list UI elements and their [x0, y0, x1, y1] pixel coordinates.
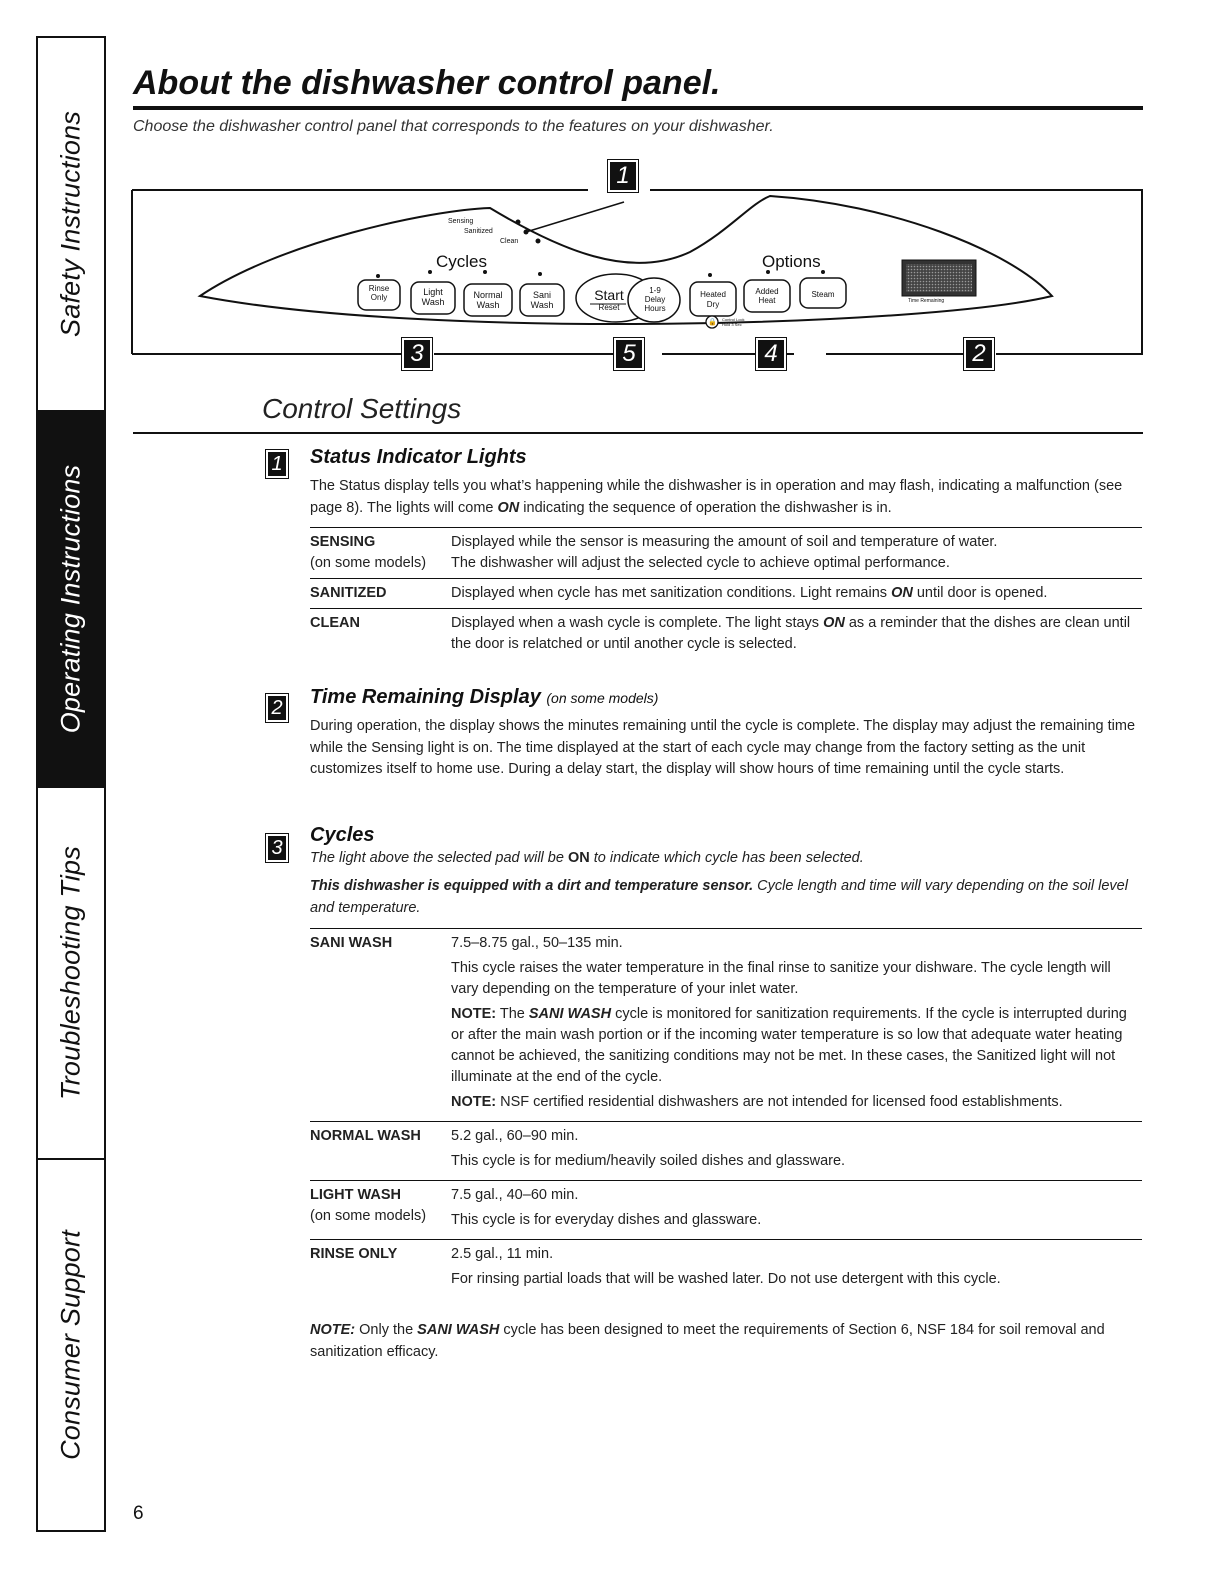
- text: The Status display tells you what’s happening while the dishwasher is in operation and may flash, indicating a malfunction (see page 8). The lights will come: [310, 478, 1123, 516]
- button-text: Heated: [700, 290, 726, 299]
- cycles-table: [310, 928, 1142, 1298]
- page-title: About the dishwasher control panel.: [133, 64, 721, 102]
- button-text: Delay: [644, 295, 666, 304]
- sani-wash-note: [310, 1320, 1140, 1363]
- time-remaining-body: During operation, the display shows the minutes remaining until the cycle is complete. The display may adjust the remaining time while the Sensing light is on. The time displayed at the start of each cycle may change from the factory setting as the unit customizes itself to home use. During a delay start, the display will show hours of time remaining until the cycle starts.: [310, 718, 1136, 777]
- button-text: 1-9: [649, 286, 661, 295]
- callout-2: 2: [964, 338, 994, 370]
- sani-wash-button[interactable]: [520, 290, 564, 310]
- button-text: Rinse: [368, 284, 390, 293]
- status-light-label: Sensing: [448, 218, 474, 225]
- heading-note: (on some models): [546, 690, 659, 706]
- term-sub: (on some models): [310, 1208, 427, 1224]
- side-navigation-tabs: [36, 36, 106, 1532]
- lock-text: Control Lock: [722, 317, 745, 322]
- text: cycle has been designed to meet the requirements of Section 6, NSF 184 for soil removal and sanitization efficacy.: [310, 1322, 1105, 1360]
- lock-subtext: Hold 3 Sec: [722, 322, 742, 327]
- row-term: [310, 1185, 426, 1227]
- table-row: [310, 1239, 1142, 1298]
- note-label: NOTE:: [451, 1094, 497, 1110]
- desc-text: until door is opened.: [912, 585, 1048, 601]
- row-desc: [451, 1240, 1142, 1298]
- tab-label: Safety Instructions: [55, 111, 86, 337]
- row-desc: [451, 579, 1142, 608]
- cycle-note: [451, 1004, 1142, 1088]
- button-text: Heat: [758, 296, 776, 305]
- note-label: NOTE:: [310, 1322, 356, 1338]
- cycle-desc: This cycle is for everyday dishes and glassware.: [451, 1212, 762, 1228]
- table-row: [310, 578, 1142, 608]
- term-text: SENSING: [310, 534, 376, 550]
- on-text: ON: [567, 850, 590, 866]
- row-desc: [451, 929, 1142, 1121]
- table-row: [310, 1180, 1142, 1239]
- delay-hours-button[interactable]: [636, 286, 674, 313]
- desc-text: Displayed when cycle has met sanitization conditions. Light remains: [451, 585, 892, 601]
- desc-text: Displayed when a wash cycle is complete. The light stays: [451, 615, 824, 631]
- button-text: Wash: [421, 297, 445, 307]
- control-lock-label: [722, 317, 744, 327]
- control-panel-diagram: [130, 160, 1144, 370]
- text: to indicate which cycle has been selected.: [589, 850, 864, 866]
- time-remaining-label: Time Remaining: [908, 298, 945, 304]
- cycle-spec: 2.5 gal., 11 min.: [451, 1246, 554, 1262]
- start-label: Start: [594, 287, 624, 303]
- page-subtitle: Choose the dishwasher control panel that corresponds to the features on your dishwasher.: [133, 118, 774, 135]
- cycle-spec: 7.5–8.75 gal., 50–135 min.: [451, 935, 623, 951]
- tab-safety-instructions[interactable]: [38, 38, 104, 412]
- callout-4: 4: [756, 338, 786, 370]
- cycle-desc: This cycle raises the water temperature in the final rinse to sanitize your dishware. The cycle length will vary depending on the temperature of your inlet water.: [451, 960, 1111, 997]
- tab-label: Troubleshooting Tips: [55, 846, 86, 1100]
- cycle-note: [451, 1092, 1142, 1113]
- desc-text: Displayed while the sensor is measuring the amount of soil and temperature of water.: [451, 534, 998, 550]
- text: Only the: [355, 1322, 418, 1338]
- term-sub: (on some models): [310, 555, 427, 571]
- row-term: RINSE ONLY: [310, 1246, 398, 1262]
- time-remaining-heading: [310, 686, 658, 709]
- normal-wash-button[interactable]: [464, 290, 512, 310]
- status-light-label: Clean: [500, 238, 519, 245]
- start-reset-button[interactable]: [584, 288, 634, 313]
- text: The light above the selected pad will be: [310, 850, 568, 866]
- desc-text: The dishwasher will adjust the selected cycle to achieve optimal performance.: [451, 555, 950, 571]
- status-lights-table: [310, 527, 1142, 659]
- title-rule: [133, 106, 1143, 110]
- tab-troubleshooting-tips[interactable]: [38, 788, 104, 1160]
- cycle-name: SANI WASH: [417, 1322, 500, 1338]
- text: Cycle length and time will vary depending on the soil level and temperature.: [310, 878, 1128, 916]
- row-desc: [451, 1181, 1142, 1239]
- section-marker-1: 1: [266, 450, 288, 478]
- callout-1: 1: [608, 160, 638, 192]
- button-text: Hours: [644, 304, 666, 313]
- button-text: Dry: [706, 300, 720, 309]
- table-row: [310, 1121, 1142, 1180]
- cycles-intro-1: [310, 848, 1140, 870]
- status-light-label: Sanitized: [464, 228, 493, 235]
- tab-operating-instructions[interactable]: [38, 412, 104, 788]
- table-row: [310, 527, 1142, 578]
- row-term: [310, 532, 426, 574]
- table-row: [310, 608, 1142, 659]
- button-text: Wash: [530, 300, 554, 310]
- tab-consumer-support[interactable]: [38, 1160, 104, 1530]
- on-text: ON: [891, 585, 913, 601]
- row-term: SANI WASH: [310, 935, 393, 951]
- status-intro: [310, 476, 1140, 519]
- cycles-label: Cycles: [436, 252, 488, 271]
- section-rule: [133, 432, 1143, 434]
- light-wash-button[interactable]: [411, 287, 455, 307]
- added-heat-button[interactable]: [744, 287, 790, 305]
- cycle-spec: 5.2 gal., 60–90 min.: [451, 1128, 579, 1144]
- tab-label: Consumer Support: [55, 1230, 86, 1460]
- page-number: 6: [133, 1503, 144, 1524]
- callout-5: 5: [614, 338, 644, 370]
- term-text: LIGHT WASH: [310, 1187, 402, 1203]
- text: The: [496, 1006, 529, 1022]
- cycles-heading: Cycles: [310, 824, 375, 846]
- cycles-intro-2: [310, 876, 1140, 919]
- desc-text: as a reminder that the dishes are clean until the door is relatched or until another cycle is selected.: [451, 615, 1131, 652]
- button-text: Sani: [532, 290, 551, 300]
- on-text: ON: [823, 615, 845, 631]
- status-indicator-heading: Status Indicator Lights: [310, 446, 527, 468]
- section-marker-2: 2: [266, 694, 288, 722]
- row-term: NORMAL WASH: [310, 1128, 421, 1144]
- button-text: Wash: [476, 300, 500, 310]
- cycle-name: SANI WASH: [528, 1006, 612, 1022]
- row-desc: [451, 528, 1142, 578]
- button-text: Added: [755, 287, 779, 296]
- tab-label: Operating Instructions: [55, 464, 86, 734]
- reset-label: Reset: [598, 303, 620, 312]
- note-label: NOTE:: [451, 1006, 497, 1022]
- control-settings-title: Control Settings: [262, 393, 462, 424]
- button-text: Light: [423, 287, 443, 297]
- row-term: CLEAN: [310, 615, 360, 631]
- cycle-spec: 7.5 gal., 40–60 min.: [451, 1187, 579, 1203]
- on-text: ON: [497, 499, 520, 516]
- text: NSF certified residential dishwashers are not intended for licensed food establishments.: [496, 1094, 1063, 1110]
- lock-icon: 🔒: [708, 319, 717, 326]
- section-marker-3: 3: [266, 834, 288, 862]
- text: cycle is monitored for sanitization requirements. If the cycle is interrupted during or after the main wash portion or if the incoming water temperature is so low that adequate water heating cannot be achieved, the sanitizing conditions may not be met. In these cases, the Sanitized light will not illuminate at the end of the cycle.: [451, 1006, 1127, 1085]
- cycle-desc: This cycle is for medium/heavily soiled dishes and glassware.: [451, 1153, 846, 1169]
- text: indicating the sequence of operation the dishwasher is in.: [519, 499, 892, 516]
- row-desc: [451, 1122, 1142, 1180]
- cycle-desc: For rinsing partial loads that will be washed later. Do not use detergent with this cycle.: [451, 1271, 1001, 1287]
- row-term: SANITIZED: [310, 585, 387, 601]
- heading-text: Time Remaining Display: [310, 686, 541, 708]
- rinse-only-button[interactable]: [358, 284, 400, 302]
- options-label: Options: [762, 252, 821, 271]
- callout-3: 3: [402, 338, 432, 370]
- button-text: Only: [370, 293, 388, 302]
- row-desc: [451, 609, 1142, 659]
- steam-button[interactable]: [800, 290, 846, 299]
- bold-text: This dishwasher is equipped with a dirt and temperature sensor.: [310, 878, 754, 894]
- heated-dry-button[interactable]: [690, 290, 736, 310]
- table-row: [310, 928, 1142, 1121]
- button-text: Steam: [811, 290, 835, 299]
- button-text: Normal: [473, 290, 503, 300]
